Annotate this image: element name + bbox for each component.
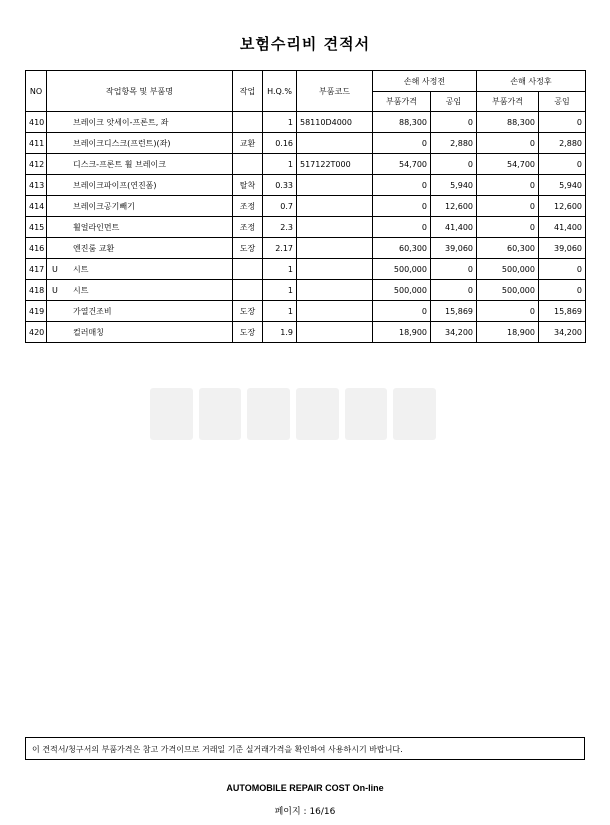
row-before-labor: 0	[431, 154, 477, 175]
row-after-labor: 34,200	[539, 322, 586, 343]
header-code: 부품코드	[297, 71, 373, 112]
row-part-code	[297, 133, 373, 154]
row-no: 410	[26, 112, 47, 133]
row-item-name	[47, 196, 233, 217]
row-after-part-price: 500,000	[477, 259, 539, 280]
row-no: 420	[26, 322, 47, 343]
row-work-type: 도장	[233, 301, 263, 322]
row-after-part-price: 88,300	[477, 112, 539, 133]
row-hq: 1	[263, 301, 297, 322]
row-no: 415	[26, 217, 47, 238]
row-item-name	[47, 322, 233, 343]
table-row	[26, 301, 586, 322]
row-after-part-price: 0	[477, 133, 539, 154]
row-item-name	[47, 112, 233, 133]
row-item-label: 휠얼라인먼트	[73, 222, 120, 232]
row-part-code	[297, 217, 373, 238]
table-row	[26, 175, 586, 196]
row-before-labor: 15,869	[431, 301, 477, 322]
row-after-part-price: 0	[477, 217, 539, 238]
row-work-type	[233, 280, 263, 301]
row-item-label: 브레이크파이프(연진폼)	[73, 180, 157, 190]
header-item: 작업항목 및 부품명	[47, 71, 233, 112]
table-row	[26, 322, 586, 343]
row-work-type: 도장	[233, 322, 263, 343]
row-hq: 0.16	[263, 133, 297, 154]
row-item-label: 브레이크공기빼기	[73, 201, 135, 211]
row-after-labor: 41,400	[539, 217, 586, 238]
row-before-part-price: 500,000	[373, 259, 431, 280]
header-before: 손해 사정전	[373, 71, 477, 92]
row-hq: 1	[263, 112, 297, 133]
table-row	[26, 196, 586, 217]
row-before-labor: 0	[431, 280, 477, 301]
row-hq: 2.17	[263, 238, 297, 259]
row-item-label: 시트	[73, 285, 89, 295]
row-before-labor: 39,060	[431, 238, 477, 259]
header-before-part-price: 부품가격	[373, 92, 431, 112]
row-after-labor: 12,600	[539, 196, 586, 217]
row-hq: 1	[263, 280, 297, 301]
table-row	[26, 133, 586, 154]
watermark	[150, 388, 436, 440]
row-no: 416	[26, 238, 47, 259]
row-part-code	[297, 259, 373, 280]
row-flag: U	[52, 264, 58, 274]
estimate-rows	[26, 112, 586, 343]
row-hq: 1	[263, 259, 297, 280]
row-after-part-price: 0	[477, 175, 539, 196]
row-after-labor: 0	[539, 259, 586, 280]
row-no: 414	[26, 196, 47, 217]
table-row	[26, 154, 586, 175]
row-part-code	[297, 196, 373, 217]
row-work-type	[233, 259, 263, 280]
row-item-label: 브레이크디스크(프런트)(좌)	[73, 138, 171, 148]
row-part-code: 58110D4000	[297, 112, 373, 133]
row-no: 419	[26, 301, 47, 322]
table-row	[26, 112, 586, 133]
row-before-labor: 12,600	[431, 196, 477, 217]
row-part-code: 517122T000	[297, 154, 373, 175]
row-after-labor: 39,060	[539, 238, 586, 259]
row-item-name	[47, 217, 233, 238]
row-item-label: 컬러매칭	[73, 327, 104, 337]
row-after-part-price: 18,900	[477, 322, 539, 343]
page-number: 페이지 : 16/16	[274, 807, 336, 817]
row-after-labor: 5,940	[539, 175, 586, 196]
row-after-labor: 0	[539, 112, 586, 133]
row-after-labor: 2,880	[539, 133, 586, 154]
notice-box: 이 견적서/청구서의 부품가격은 참고 가격이므로 거래일 기준 실거래가격을 확인하여 사용하시기 바랍니다.	[25, 737, 585, 760]
row-part-code	[297, 238, 373, 259]
row-before-part-price: 500,000	[373, 280, 431, 301]
row-no: 411	[26, 133, 47, 154]
header-no: NO	[26, 71, 47, 112]
row-before-part-price: 0	[373, 217, 431, 238]
row-work-type	[233, 112, 263, 133]
row-before-part-price: 54,700	[373, 154, 431, 175]
document-title: 보험수리비 견적서	[239, 35, 371, 53]
row-item-label: 브레이크 앗세이-프론트, 좌	[73, 117, 169, 127]
row-before-labor: 2,880	[431, 133, 477, 154]
row-no: 418	[26, 280, 47, 301]
row-after-part-price: 0	[477, 196, 539, 217]
row-after-labor: 0	[539, 154, 586, 175]
row-item-name	[47, 280, 233, 301]
row-item-name	[47, 154, 233, 175]
row-before-labor: 0	[431, 259, 477, 280]
row-before-part-price: 0	[373, 301, 431, 322]
header-work: 작업	[233, 71, 263, 112]
row-item-label: 디스크-프론트 휠 브레이크	[73, 159, 166, 169]
estimate-table	[25, 70, 586, 343]
row-after-part-price: 500,000	[477, 280, 539, 301]
row-hq: 1.9	[263, 322, 297, 343]
row-item-name	[47, 259, 233, 280]
row-before-part-price: 0	[373, 133, 431, 154]
table-row	[26, 217, 586, 238]
row-item-name	[47, 175, 233, 196]
row-before-part-price: 18,900	[373, 322, 431, 343]
table-row	[26, 280, 586, 301]
row-item-name	[47, 301, 233, 322]
row-hq: 0.33	[263, 175, 297, 196]
row-hq: 0.7	[263, 196, 297, 217]
row-part-code	[297, 322, 373, 343]
row-item-name	[47, 238, 233, 259]
row-after-part-price: 54,700	[477, 154, 539, 175]
row-item-label: 엔진룸 교환	[73, 243, 115, 253]
row-work-type: 조정	[233, 196, 263, 217]
row-flag: U	[52, 285, 58, 295]
header-after: 손해 사정후	[477, 71, 586, 92]
row-after-labor: 15,869	[539, 301, 586, 322]
row-part-code	[297, 301, 373, 322]
row-no: 412	[26, 154, 47, 175]
row-before-labor: 41,400	[431, 217, 477, 238]
row-no: 413	[26, 175, 47, 196]
header-hq: H.Q.%	[263, 71, 297, 112]
row-after-part-price: 0	[477, 301, 539, 322]
row-before-labor: 0	[431, 112, 477, 133]
row-before-labor: 5,940	[431, 175, 477, 196]
table-row	[26, 259, 586, 280]
row-part-code	[297, 280, 373, 301]
table-row	[26, 238, 586, 259]
row-item-label: 시트	[73, 264, 89, 274]
row-work-type: 교환	[233, 133, 263, 154]
row-work-type: 도장	[233, 238, 263, 259]
row-work-type	[233, 154, 263, 175]
row-before-part-price: 0	[373, 196, 431, 217]
header-after-part-price: 부품가격	[477, 92, 539, 112]
footer-system-name: AUTOMOBILE REPAIR COST On-line	[226, 783, 384, 793]
row-item-label: 가열건조비	[73, 306, 112, 316]
header-before-labor: 공임	[431, 92, 477, 112]
row-work-type: 탈착	[233, 175, 263, 196]
row-no: 417	[26, 259, 47, 280]
row-before-part-price: 88,300	[373, 112, 431, 133]
row-before-part-price: 60,300	[373, 238, 431, 259]
row-part-code	[297, 175, 373, 196]
row-before-part-price: 0	[373, 175, 431, 196]
row-before-labor: 34,200	[431, 322, 477, 343]
row-hq: 1	[263, 154, 297, 175]
row-after-part-price: 60,300	[477, 238, 539, 259]
header-after-labor: 공임	[539, 92, 586, 112]
row-hq: 2.3	[263, 217, 297, 238]
row-after-labor: 0	[539, 280, 586, 301]
row-work-type: 조정	[233, 217, 263, 238]
row-item-name	[47, 133, 233, 154]
